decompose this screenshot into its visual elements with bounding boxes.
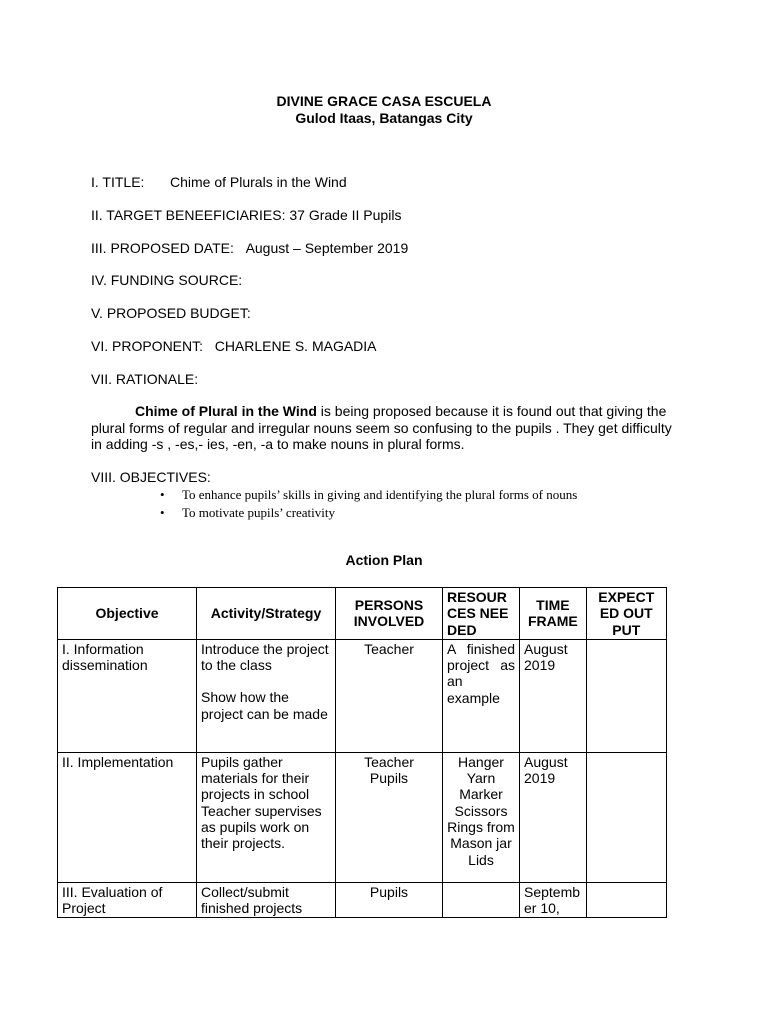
objectives-label: VIII. OBJECTIVES: bbox=[91, 469, 211, 485]
cell-resources bbox=[443, 882, 520, 918]
header-activity: Activity/Strategy bbox=[197, 588, 336, 640]
proposed-date-value: August – September 2019 bbox=[245, 240, 409, 256]
header-persons: PERSONS INVOLVED bbox=[336, 588, 443, 640]
cell-time: August 2019 bbox=[520, 752, 587, 882]
cell-output bbox=[586, 752, 666, 882]
header-resources: RESOURCES NEEDED bbox=[443, 588, 520, 640]
cell-activity: Collect/submit finished projects bbox=[197, 882, 336, 918]
cell-resources bbox=[443, 752, 520, 882]
cell-persons: Teacher Pupils bbox=[336, 752, 443, 882]
header-time: TIME FRAME bbox=[520, 588, 587, 640]
table-row bbox=[58, 639, 667, 752]
cell-persons: Teacher bbox=[336, 639, 443, 752]
title-label: I. TITLE: bbox=[91, 174, 145, 190]
proposed-date-field bbox=[91, 240, 408, 257]
document-header bbox=[0, 93, 768, 127]
objectives-list bbox=[160, 486, 577, 522]
bullet-icon: • bbox=[160, 487, 165, 502]
rationale-text: is being proposed because it is found out that giving the plural forms of regular and irregular nouns seem so confusing to the pupils . They get difficulty in adding -s , -es,- ies, -en, -a to make nouns in plural forms. bbox=[91, 403, 672, 452]
proponent-label: VI. PROPONENT: bbox=[91, 338, 204, 354]
header-output: EXPECTED OUT PUT bbox=[586, 588, 666, 640]
cell-output bbox=[586, 639, 666, 752]
table-row bbox=[58, 882, 667, 918]
proponent-field bbox=[91, 338, 377, 355]
school-address: Gulod Itaas, Batangas City bbox=[295, 110, 473, 126]
header-objective: Objective bbox=[58, 588, 197, 640]
title-field bbox=[91, 174, 347, 191]
bullet-icon: • bbox=[160, 505, 165, 520]
table-header-row bbox=[58, 588, 667, 640]
proposed-budget-field: V. PROPOSED BUDGET: bbox=[91, 305, 251, 321]
action-plan-title: Action Plan bbox=[345, 552, 423, 568]
objective-item: • To motivate pupils’ creativity bbox=[160, 505, 336, 520]
resource-item: Hanger bbox=[458, 753, 504, 770]
cell-time: September 10, bbox=[520, 882, 587, 918]
resource-item: Yarn bbox=[466, 770, 496, 787]
cell-time: August 2019 bbox=[520, 639, 587, 752]
cell-objective: III. Evaluation of Project bbox=[58, 882, 197, 918]
cell-objective: II. Implementation bbox=[58, 752, 197, 882]
rationale-project-name: Chime of Plural in the Wind bbox=[135, 403, 317, 419]
proposed-date-label: III. PROPOSED DATE: bbox=[91, 240, 234, 256]
resource-item: Rings from Mason jar Lids bbox=[447, 819, 515, 868]
funding-source-field: IV. FUNDING SOURCE: bbox=[91, 272, 243, 288]
proponent-value: CHARLENE S. MAGADIA bbox=[214, 338, 377, 354]
cell-activity: Introduce the project to the class Show how the project can be made bbox=[197, 639, 336, 752]
action-plan-table bbox=[57, 587, 667, 918]
rationale-paragraph bbox=[91, 403, 683, 453]
school-name: DIVINE GRACE CASA ESCUELA bbox=[276, 93, 492, 109]
resource-item: Marker bbox=[459, 786, 503, 803]
table-row bbox=[58, 752, 667, 882]
cell-activity: Pupils gather materials for their projects in school Teacher supervises as pupils work on their projects. bbox=[197, 752, 336, 882]
title-value: Chime of Plurals in the Wind bbox=[170, 174, 347, 190]
resource-item: Scissors bbox=[454, 802, 508, 819]
cell-output bbox=[586, 882, 666, 918]
cell-resources: A finished project as an example bbox=[443, 639, 520, 752]
cell-objective: I. Information dissemination bbox=[58, 639, 197, 752]
beneficiaries-field: II. TARGET BENEEFICIARIES: 37 Grade II Pupils bbox=[91, 207, 402, 223]
objective-item: • To enhance pupils’ skills in giving and identifying the plural forms of nouns bbox=[160, 487, 578, 502]
rationale-label: VII. RATIONALE: bbox=[91, 371, 199, 387]
cell-persons: Pupils bbox=[336, 882, 443, 918]
